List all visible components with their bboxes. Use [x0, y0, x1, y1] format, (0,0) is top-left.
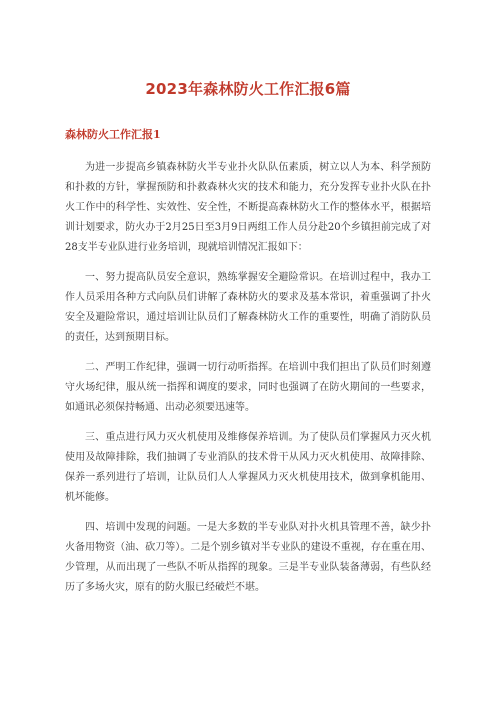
section-heading: 森林防火工作汇报1	[65, 128, 161, 141]
paragraph-problems: 四、培训中发现的问题。一是大多数的半专业队对扑火机具管理不善，缺少扑火备用物资（油、砍刀等）。二是个别乡镇对半专业队的建设不重视，存在重在用、少管理，从而出现了一些队不听从指挥的现象。三是半专业队装备薄弱，有些队经历了多场火灾，原有的防火服已经破烂不堪。	[65, 522, 431, 593]
paragraph-intro: 为进一步提高乡镇森林防火半专业扑火队队伍素质，树立以人为本、科学预防和扑救的方针，掌握预防和扑救森林火灾的技术和能力，充分发挥专业扑火队在扑火工作中的科学性、实效性、安全性，不断提高森林防火工作的整体水平，根据培训计划要求，防火办于2月25日至3月9日两组工作人员分赴20个乡镇担前完成了对28支半专业队进行业务培训，现就培训情况汇报如下：	[65, 162, 431, 253]
paragraph-safety: 一、努力提高队员安全意识，熟练掌握安全避险常识。在培训过程中，我办工作人员采用各种方式向队员们讲解了森林防火的要求及基本常识，着重强调了扑火安全及避险常识，通过培训让队员们了解森林防火工作的重要性，明确了消防队员的责任，达到预期目标。	[65, 272, 431, 343]
document-body	[65, 158, 431, 608]
paragraph-discipline: 二、严明工作纪律，强调一切行动听指挥。在培训中我们担出了队员们时刻遵守火场纪律，服从统一指挥和调度的要求，同时也强调了在防火期间的一些要求，如通讯必须保持畅通、出动必须要迅速等。	[65, 362, 431, 413]
document-title: 2023年森林防火工作汇报6篇	[145, 80, 351, 98]
paragraph-equipment-training: 三、重点进行风力灭火机使用及维修保养培训。为了使队员们掌握风力灭火机使用及故障排除，我们抽调了专业消队的技术骨干从风力灭火机使用、故障排除、保养一系列进行了培训，让队员们人人掌握风力灭火机使用技术，做到拿机能用、机坏能修。	[65, 432, 431, 503]
